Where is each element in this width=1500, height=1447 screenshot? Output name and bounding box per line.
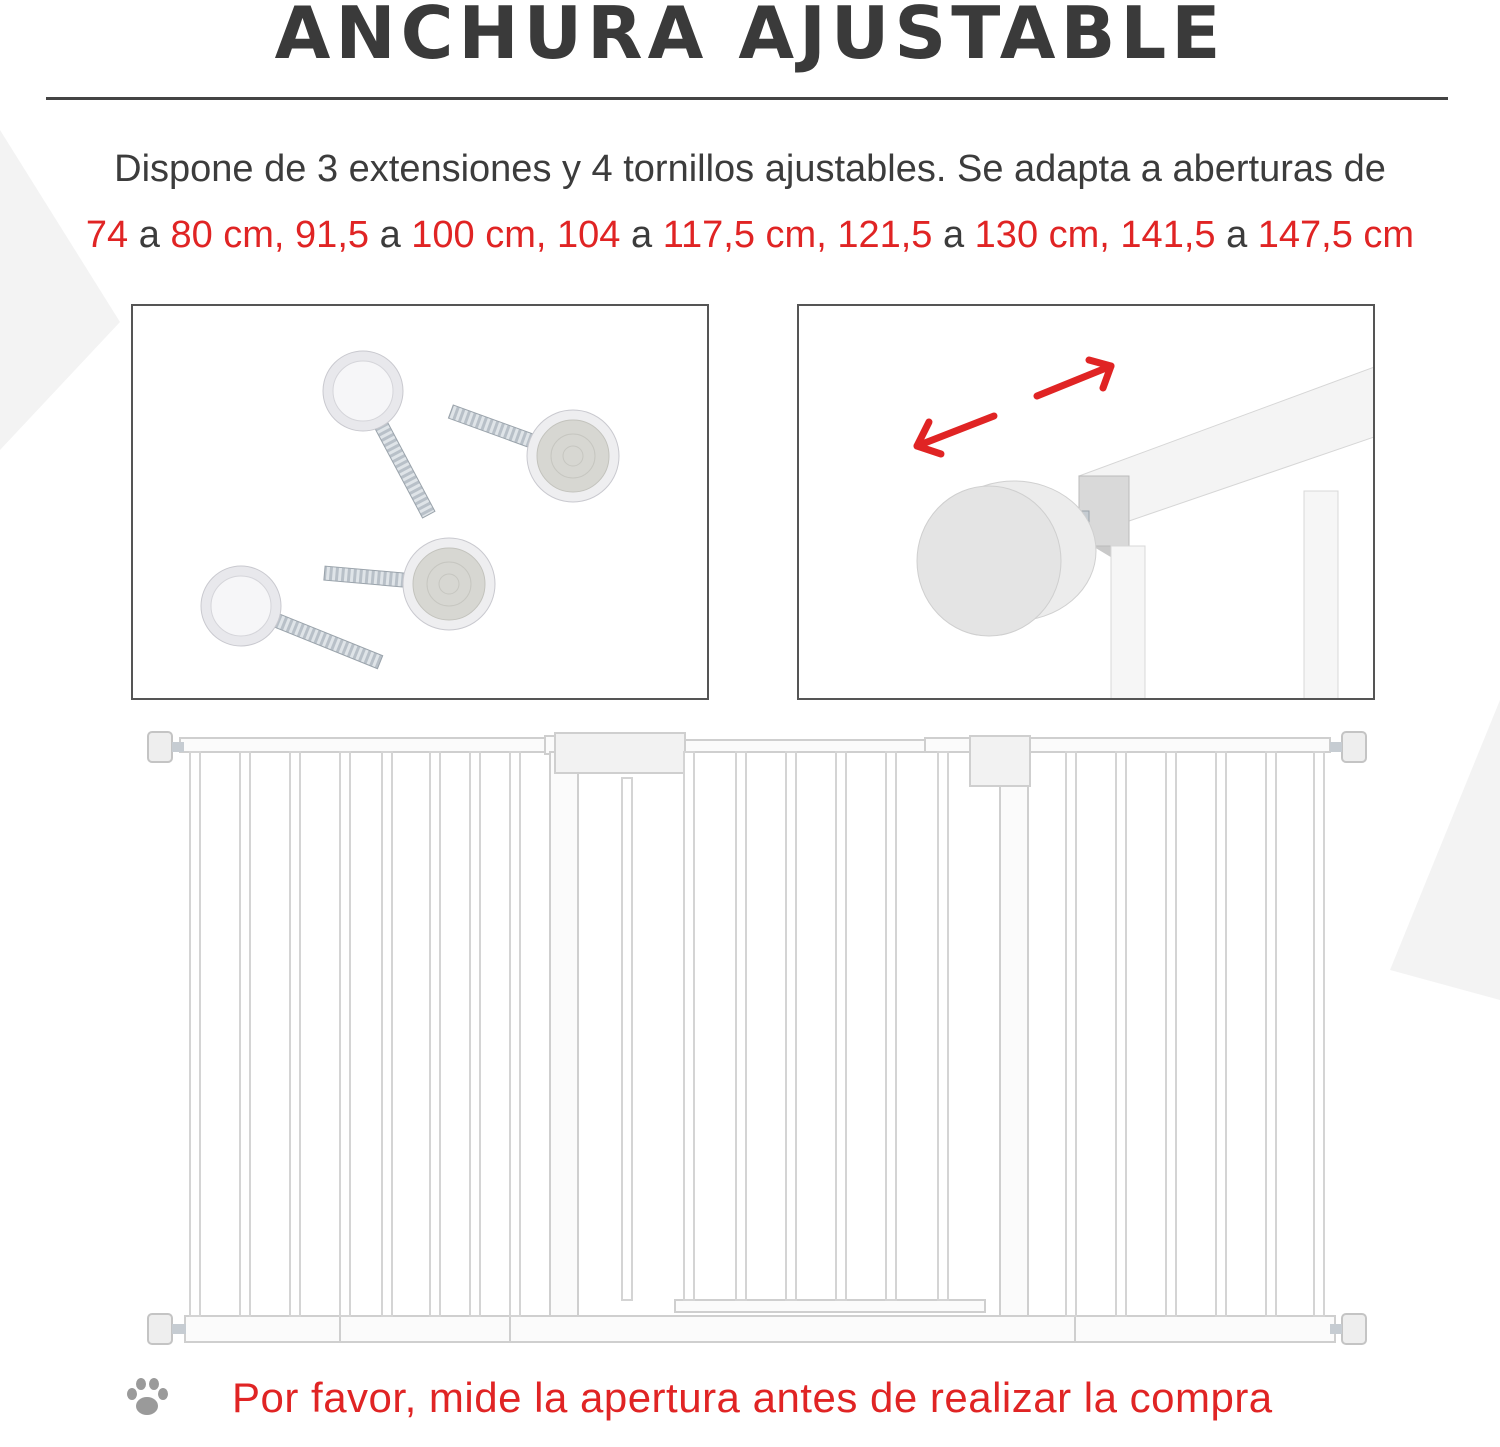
closeup-illustration	[799, 306, 1375, 700]
range-2-to: 100 cm	[411, 214, 536, 256]
paw-icon	[124, 1376, 170, 1418]
screw-closeup-photo	[797, 304, 1375, 700]
screws-photo	[131, 304, 709, 700]
range-4-connector: a	[942, 214, 965, 256]
range-2	[295, 214, 557, 256]
size-ranges	[0, 212, 1500, 258]
screws-illustration	[133, 306, 709, 700]
range-3-connector: a	[631, 214, 653, 256]
range-4-to: 130 cm	[974, 214, 1100, 256]
range-1-to: 80 cm	[170, 214, 274, 256]
range-1	[86, 214, 295, 256]
range-4	[837, 214, 1120, 256]
double-arrow-icon	[917, 360, 1111, 454]
screw-1	[323, 351, 435, 518]
range-3-from: 104	[557, 214, 621, 256]
range-3-to: 117,5 cm	[662, 214, 817, 256]
range-3-separator: ,	[816, 214, 827, 256]
range-5	[1120, 214, 1414, 256]
range-2-connector: a	[379, 214, 401, 256]
title-divider	[46, 97, 1448, 100]
range-5-from: 141,5	[1120, 214, 1216, 256]
range-2-from: 91,5	[295, 214, 370, 256]
range-1-connector: a	[138, 214, 160, 256]
range-4-separator: ,	[1099, 214, 1110, 256]
description-text: Dispone de 3 extensiones y 4 tornillos ajustables. Se adapta a aberturas de	[114, 148, 1386, 190]
background-shape-right	[1390, 700, 1500, 1000]
range-1-separator: ,	[273, 214, 285, 256]
range-5-connector: a	[1226, 214, 1248, 256]
range-2-separator: ,	[535, 214, 547, 256]
range-3	[557, 214, 837, 256]
range-4-from: 121,5	[837, 214, 933, 256]
screw-3	[324, 538, 495, 630]
page-title: ANCHURA AJUSTABLE	[274, 0, 1226, 75]
range-5-to: 147,5 cm	[1257, 214, 1415, 256]
footer-note: Por favor, mide la apertura antes de realizar la compra	[232, 1374, 1273, 1421]
screw-2	[448, 405, 619, 502]
baby-gate-illustration	[130, 718, 1380, 1358]
range-1-from: 74	[85, 214, 129, 256]
